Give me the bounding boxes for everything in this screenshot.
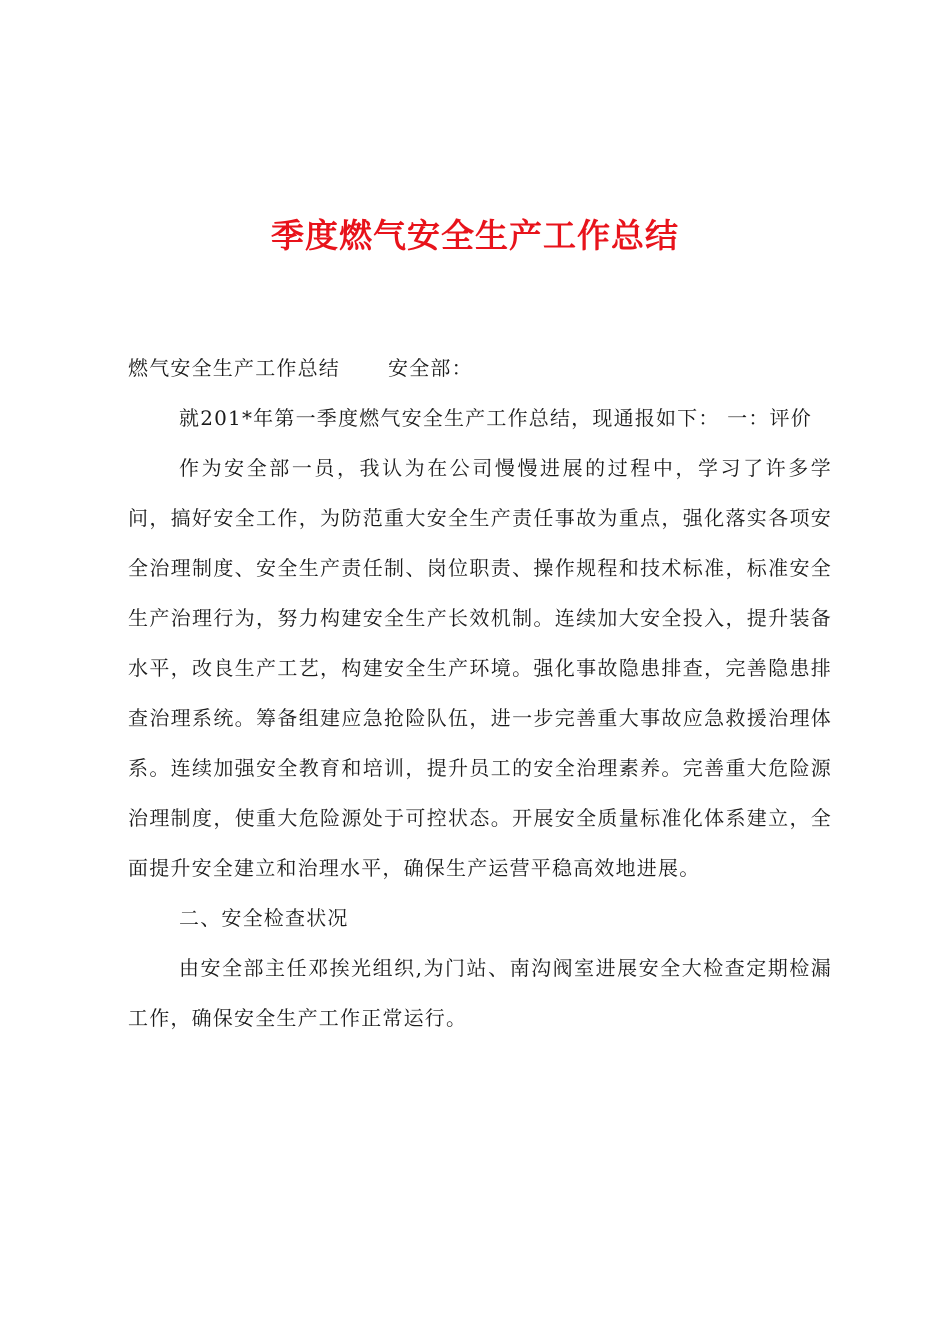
paragraph-inspection: 由安全部主任邓挨光组织,为门站、南沟阀室进展安全大检查定期检漏工作，确保安全生产工作正常运行。 — [128, 956, 832, 1030]
header-line — [128, 343, 832, 393]
document-body — [128, 343, 832, 1043]
section-heading-inspection: 二、安全检查状况 — [179, 906, 349, 930]
document-title: 季度燃气安全生产工作总结 — [271, 216, 679, 255]
paragraph-intro: 就201*年第一季度燃气安全生产工作总结，现通报如下： 一：评价 — [179, 406, 812, 430]
header-line-right: 安全部： — [388, 356, 473, 380]
paragraph-evaluation: 作为安全部一员，我认为在公司慢慢进展的过程中，学习了许多学问，搞好安全工作，为防范重大安全生产责任事故为重点，强化落实各项安全治理制度、安全生产责任制、岗位职责、操作规程和技术标准，标准安全生产治理行为，努力构建安全生产长效机制。连续加大安全投入，提升装备水平，改良生产工艺，构建安全生产环境。强化事故隐患排查，完善隐患排查治理系统。筹备组建应急抢险队伍，进一步完善重大事故应急救援治理体系。连续加强安全教育和培训，提升员工的安全治理素养。完善重大危险源治理制度，使重大危险源处于可控状态。开展安全质量标准化体系建立，全面提升安全建立和治理水平，确保生产运营平稳高效地进展。 — [128, 456, 832, 880]
header-line-left: 燃气安全生产工作总结 — [128, 356, 340, 380]
